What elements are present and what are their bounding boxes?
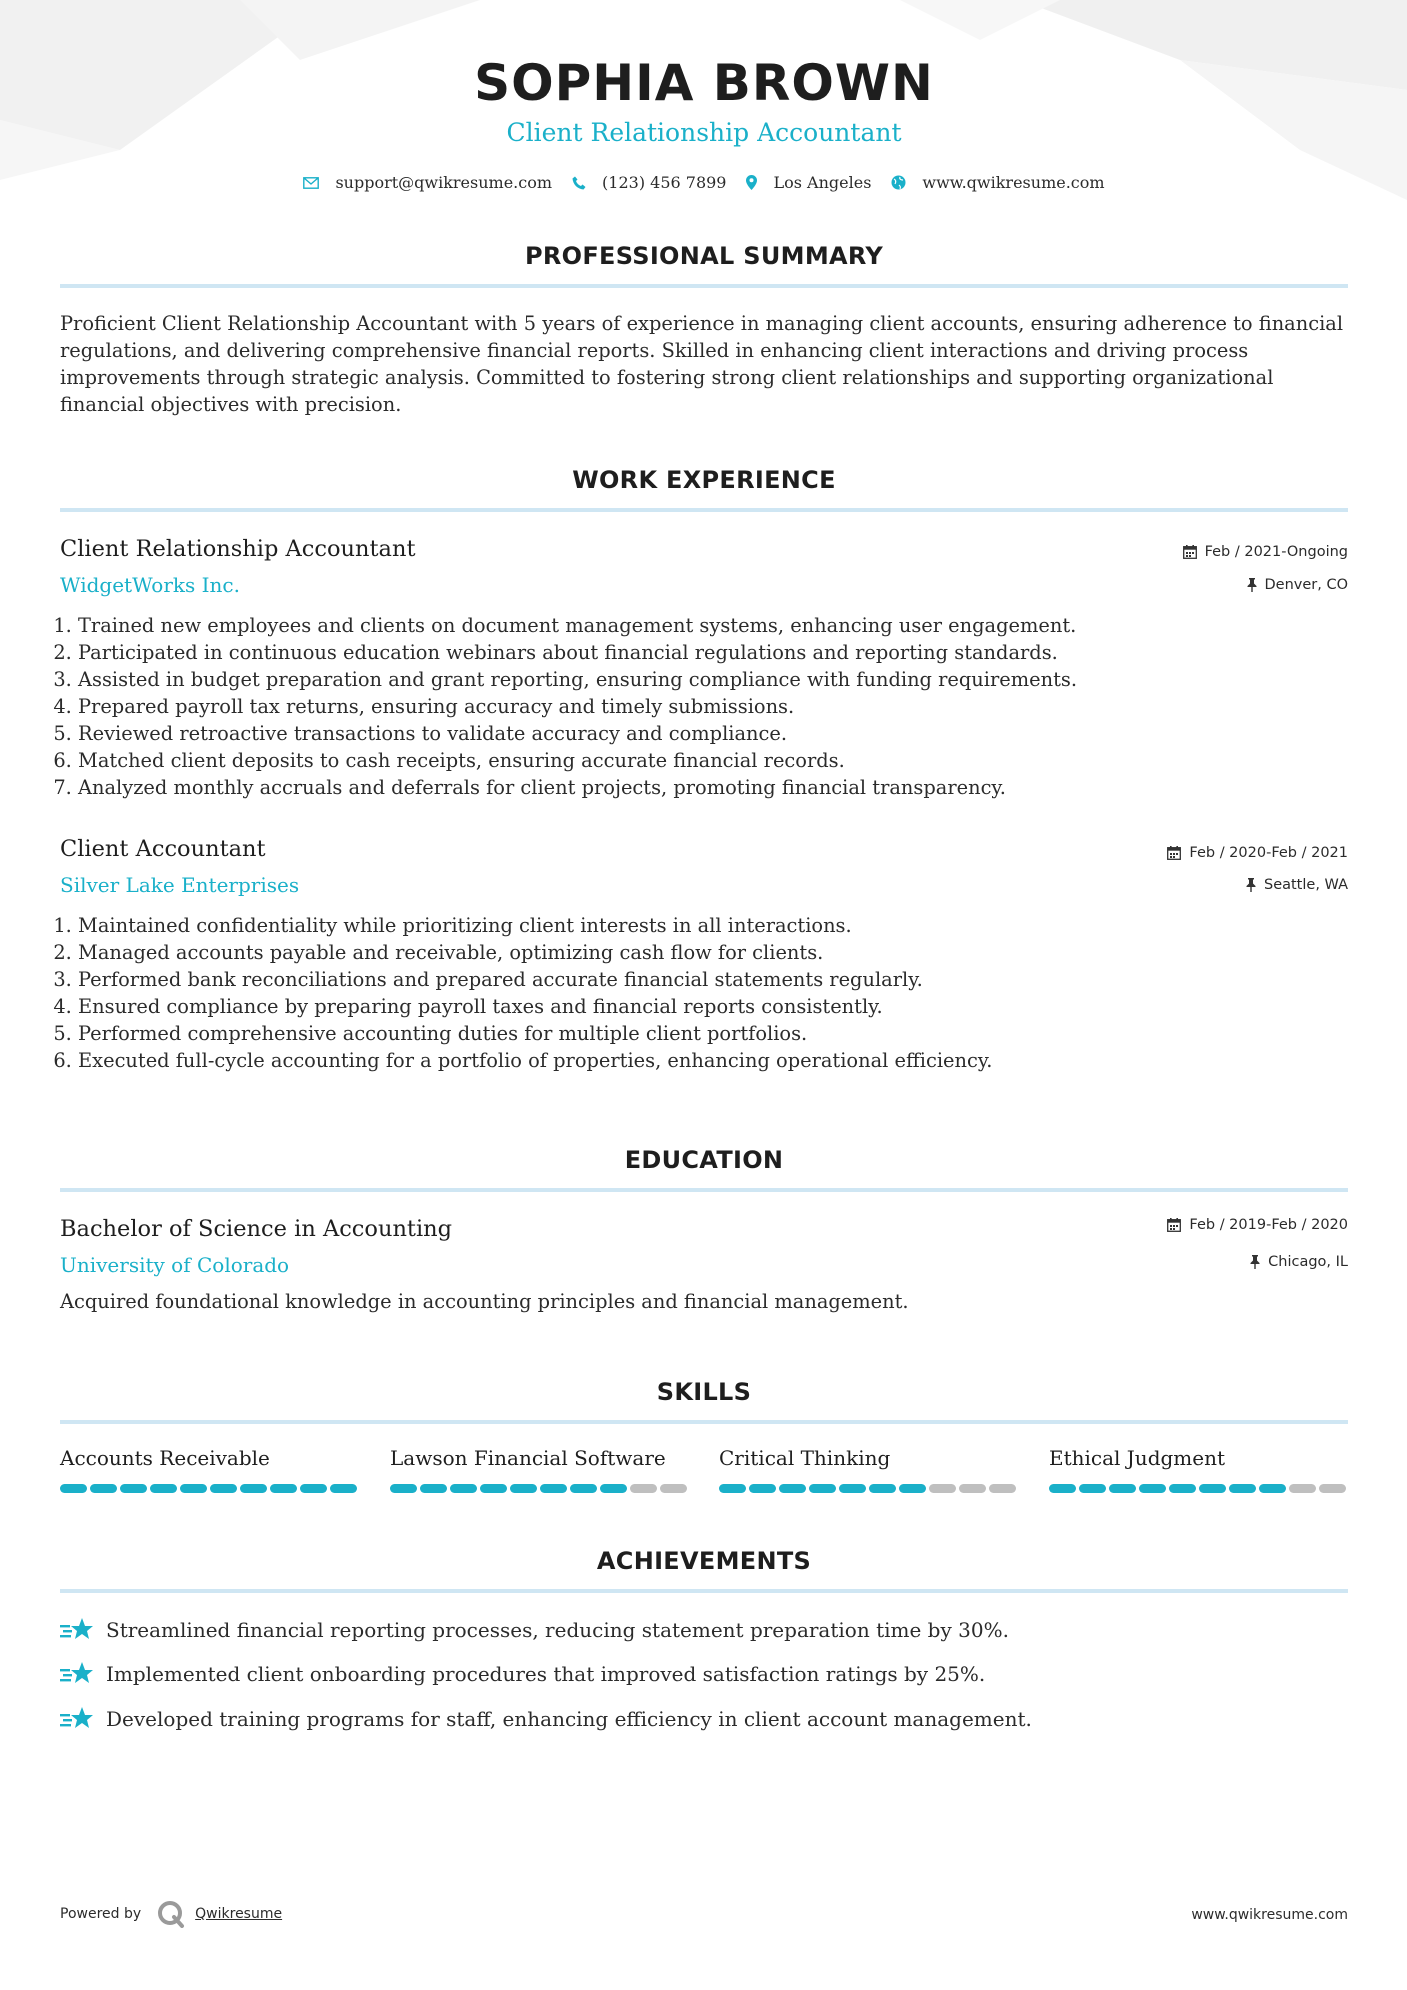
education-description: Acquired foundational knowledge in accounting principles and financial management. [60,1290,909,1313]
list-item: 4. Ensured compliance by preparing payroll taxes and financial reports consistently. [78,993,1366,1020]
list-item: 2. Participated in continuous education webinars about financial regulations and reporting standards. [78,639,1366,666]
education-school: University of Colorado [60,1253,290,1277]
skill-dot-filled [839,1484,866,1493]
calendar-icon [1183,545,1197,559]
achievements-heading: ACHIEVEMENTS [596,1547,812,1575]
skill-name: Ethical Judgment [1049,1446,1226,1470]
skill-dot-filled [749,1484,776,1493]
skill-dot-filled [390,1484,417,1493]
skill-rating [1049,1484,1349,1493]
skill-name: Lawson Financial Software [390,1446,666,1470]
achievement-text: Implemented client onboarding procedures that improved satisfaction ratings by 25%. [106,1662,986,1686]
list-item: 1. Maintained confidentiality while prioritizing client interests in all interactions. [78,912,1366,939]
skill-rating [390,1484,690,1493]
contact-email-text: support@qwikresume.com [335,173,553,192]
skill-dot-filled [600,1484,627,1493]
shooting-star-icon [60,1705,94,1733]
skills-divider [60,1420,1348,1424]
list-item: 5. Performed comprehensive accounting duties for multiple client portfolios. [78,1020,1366,1047]
skill-dot-filled [300,1484,327,1493]
list-item: 4. Prepared payroll tax returns, ensuring accuracy and timely submissions. [78,693,1366,720]
skill-dot-empty [1289,1484,1316,1493]
achievement-item [60,1616,1009,1644]
job-location-text: Denver, CO [1264,577,1348,593]
skill-dot-empty [929,1484,956,1493]
skill-dot-filled [540,1484,567,1493]
skill-name: Accounts Receivable [60,1446,270,1470]
qwikresume-link[interactable]: Qwikresume [195,1906,283,1922]
education-dates [1167,1218,1348,1233]
phone-icon [572,176,586,190]
achievement-item [60,1660,985,1688]
candidate-title: Client Relationship Accountant [506,118,902,147]
job-dates [1167,846,1348,861]
calendar-icon [1167,1218,1181,1232]
skill-dot-filled [60,1484,87,1493]
job-location [1246,878,1348,893]
contact-location [746,173,871,192]
skill-rating [60,1484,360,1493]
job-location [1247,578,1349,593]
contact-bar [60,173,1348,192]
skill-item [390,1448,690,1493]
achievement-item [60,1705,1032,1733]
skill-dot-filled [1139,1484,1166,1493]
skill-dot-filled [180,1484,207,1493]
skill-dot-filled [1229,1484,1256,1493]
skill-dot-filled [330,1484,357,1493]
skill-name: Critical Thinking [719,1446,891,1470]
skill-dot-filled [899,1484,926,1493]
education-dates-text: Feb / 2019-Feb / 2020 [1189,1217,1348,1233]
job-dates-text: Feb / 2020-Feb / 2021 [1189,845,1348,861]
skill-dot-filled [150,1484,177,1493]
skill-dot-filled [1199,1484,1226,1493]
skill-dot-filled [869,1484,896,1493]
job-dates-text: Feb / 2021-Ongoing [1204,544,1348,560]
education-degree: Bachelor of Science in Accounting [60,1216,453,1242]
envelope-icon [303,177,319,189]
skill-dot-empty [630,1484,657,1493]
skill-dot-filled [1109,1484,1136,1493]
list-item: 3. Performed bank reconciliations and prepared accurate financial statements regularly. [78,966,1366,993]
summary-heading: PROFESSIONAL SUMMARY [524,242,884,270]
contact-email[interactable] [303,173,552,192]
footer-branding [60,1900,282,1928]
contact-phone[interactable] [572,173,726,192]
skill-rating [719,1484,1019,1493]
skill-dot-filled [420,1484,447,1493]
skill-dot-empty [1319,1484,1346,1493]
skill-dot-filled [90,1484,117,1493]
education-location [1250,1255,1348,1270]
education-heading: EDUCATION [624,1146,784,1174]
skill-dot-filled [510,1484,537,1493]
skill-item [719,1448,1019,1493]
skill-dot-filled [1259,1484,1286,1493]
experience-heading: WORK EXPERIENCE [572,466,836,494]
list-item: 2. Managed accounts payable and receivable, optimizing cash flow for clients. [78,939,1366,966]
skill-dot-filled [570,1484,597,1493]
skill-dot-filled [210,1484,237,1493]
job-dates [1183,545,1348,560]
skill-dot-filled [779,1484,806,1493]
education-divider [60,1188,1348,1192]
job-responsibilities [60,912,1366,1074]
skill-dot-filled [719,1484,746,1493]
achievement-text: Developed training programs for staff, enhancing efficiency in client account management. [106,1707,1032,1731]
footer-website-link[interactable]: www.qwikresume.com [1191,1907,1348,1923]
globe-icon [891,175,906,190]
skill-dot-filled [1079,1484,1106,1493]
skills-heading: SKILLS [656,1378,752,1406]
summary-divider [60,284,1348,288]
contact-website-text: www.qwikresume.com [922,173,1105,192]
job-location-text: Seattle, WA [1263,877,1348,893]
qwikresume-logo-icon [157,1900,185,1928]
list-item: 6. Executed full-cycle accounting for a portfolio of properties, enhancing operational efficiency. [78,1047,1366,1074]
skill-dot-filled [1169,1484,1196,1493]
skill-dot-filled [480,1484,507,1493]
skill-dot-empty [660,1484,687,1493]
skill-dot-empty [989,1484,1016,1493]
contact-location-text: Los Angeles [773,173,872,192]
summary-text: Proficient Client Relationship Accountant with 5 years of experience in managing client accounts, ensuring adherence to financial regulations, and delivering comprehensive financial reports. Skilled in enhancing client interactions and driving process improvements through strategic analysis. Committed to fostering strong client relationships and supporting organizational financial objectives with precision. [60,312,1344,416]
skill-dot-filled [809,1484,836,1493]
pushpin-icon [1246,878,1256,892]
job-title: Client Relationship Accountant [60,536,416,562]
job-responsibilities [60,612,1366,801]
shooting-star-icon [60,1660,94,1688]
contact-website[interactable] [891,173,1104,192]
job-company: Silver Lake Enterprises [60,873,300,897]
pushpin-icon [1247,578,1257,592]
powered-by-label: Powered by [60,1906,142,1922]
skill-dot-filled [1049,1484,1076,1493]
skill-dot-filled [120,1484,147,1493]
education-location-text: Chicago, IL [1268,1254,1348,1270]
pushpin-icon [1250,1255,1260,1269]
candidate-name: SOPHIA BROWN [474,54,934,112]
map-pin-icon [746,175,757,190]
contact-phone-text: (123) 456 7899 [602,173,727,192]
calendar-icon [1167,846,1181,860]
shooting-star-icon [60,1616,94,1644]
achievement-text: Streamlined financial reporting processes, reducing statement preparation time by 30%. [106,1618,1009,1642]
skill-dot-filled [240,1484,267,1493]
skill-dot-filled [270,1484,297,1493]
skill-item [60,1448,360,1493]
experience-divider [60,508,1348,512]
skill-item [1049,1448,1349,1493]
skill-dot-filled [450,1484,477,1493]
achievements-divider [60,1589,1348,1593]
skill-dot-empty [959,1484,986,1493]
job-company: WidgetWorks Inc. [60,573,240,597]
list-item: 1. Trained new employees and clients on document management systems, enhancing user engagement. [78,612,1366,639]
job-title: Client Accountant [60,836,266,862]
list-item: 5. Reviewed retroactive transactions to validate accuracy and compliance. [78,720,1366,747]
list-item: 7. Analyzed monthly accruals and deferrals for client projects, promoting financial transparency. [78,774,1366,801]
list-item: 6. Matched client deposits to cash receipts, ensuring accurate financial records. [78,747,1366,774]
list-item: 3. Assisted in budget preparation and grant reporting, ensuring compliance with funding requirements. [78,666,1366,693]
